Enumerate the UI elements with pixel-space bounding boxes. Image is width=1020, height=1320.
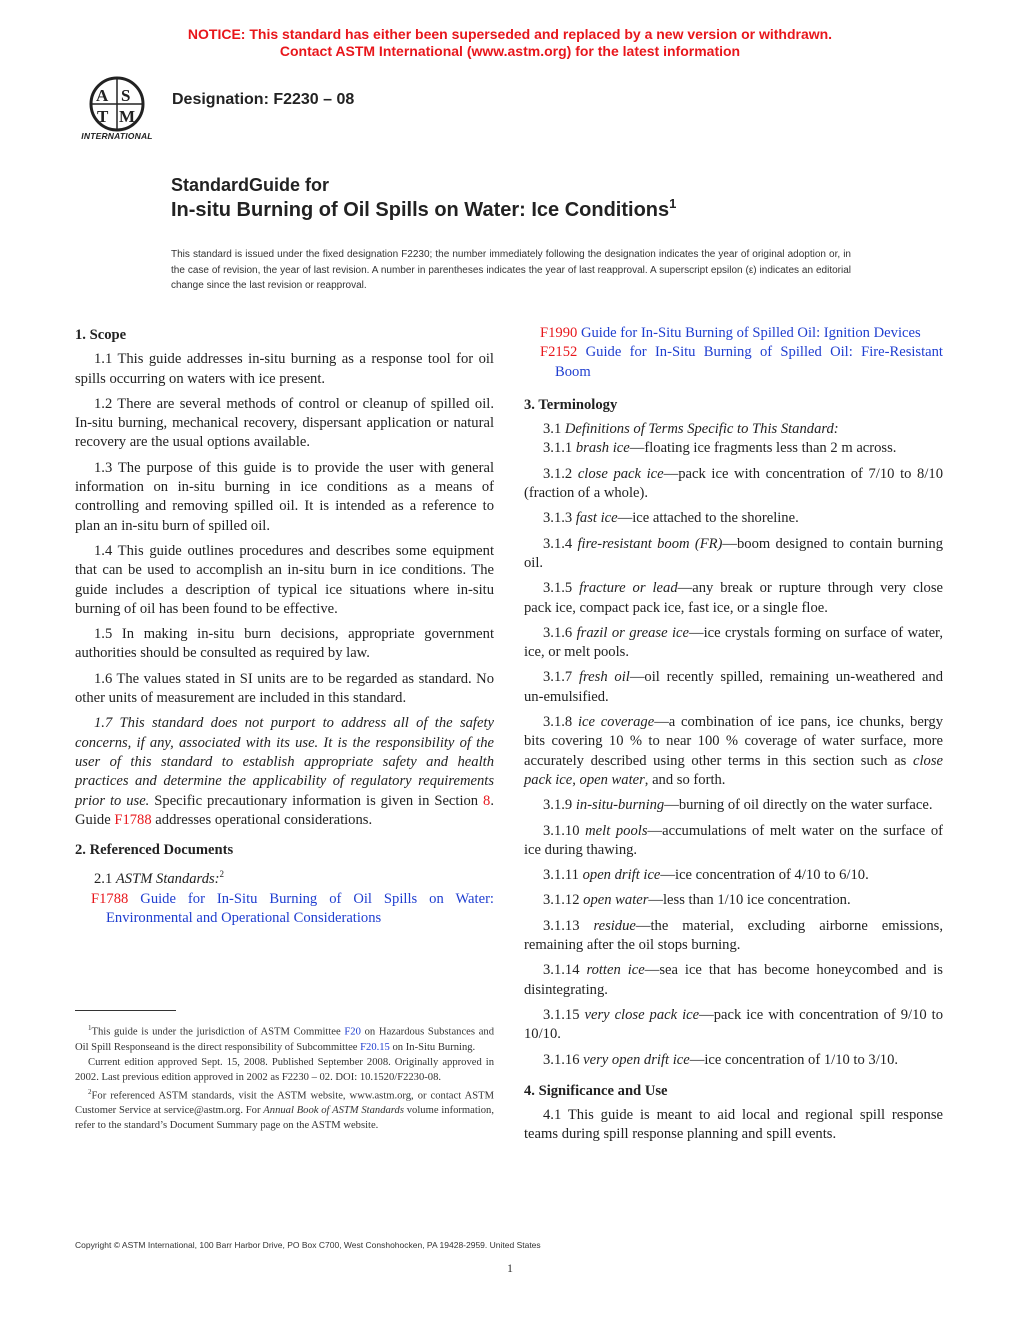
term-number: 3.1.15: [543, 1006, 585, 1023]
term-number: 3.1.11: [543, 867, 583, 884]
para-4-1: 4.1 This guide is meant to aid local and regional spill response teams during spill response planning and spill events.: [524, 1107, 943, 1143]
page-number: 1: [507, 1261, 513, 1275]
term-3-1-8-num: 3.1.8: [543, 714, 578, 731]
term-item: [524, 891, 943, 910]
term-name: open water: [583, 892, 649, 909]
ref-f1788-code[interactable]: F1788: [91, 890, 129, 907]
para-1-6: 1.6 The values stated in SI units are to be regarded as standard. No other units of measurement are included in this standard.: [75, 670, 494, 707]
footnote-1-mark: 1: [88, 1024, 92, 1032]
term-3-1-8-term: ice coverage: [577, 714, 655, 731]
para-1-7-text-3: addresses operational considerations.: [151, 811, 373, 828]
term-item: [524, 465, 943, 504]
footnote-1-text: This guide is under the jurisdiction of ASTM Committee: [91, 1026, 345, 1038]
term-item: [524, 509, 943, 528]
term-number: 3.1.14: [543, 962, 587, 979]
f20-15-link[interactable]: F20.15: [360, 1041, 390, 1053]
para-3-1: [524, 420, 943, 439]
section-heading-terminology: 3. Terminology: [524, 396, 618, 413]
title-line-1: StandardGuide for: [171, 175, 330, 195]
para-1-7-text: Specific precautionary information is given in Section: [149, 792, 484, 809]
svg-text:S: S: [121, 86, 131, 105]
term-number: 3.1.12: [543, 892, 584, 909]
para-2-1-sup: 2: [219, 869, 225, 880]
term-item: [524, 1006, 943, 1045]
term-definition: —pack ice with concentration of 9/10 to 10/10.: [524, 1006, 944, 1043]
footnote-2: [75, 1085, 494, 1134]
term-item: [524, 439, 943, 458]
para-3-1-num: 3.1: [543, 421, 565, 438]
superseded-notice: [0, 26, 1020, 60]
term-definition: —ice concentration of 4/10 to 6/10.: [660, 867, 869, 884]
para-2-1-num: 2.1: [94, 871, 116, 888]
title-text: In-situ Burning of Oil Spills on Water: Ice Conditions: [171, 199, 670, 221]
ref-f1990-title[interactable]: Guide for In-Situ Burning of Spilled Oil: Ignition Devices: [577, 325, 921, 341]
svg-text:T: T: [97, 107, 109, 126]
term-number: 3.1.3: [543, 510, 576, 527]
term-item: [524, 668, 943, 707]
ref-f1788: [75, 890, 494, 929]
term-definition: —ice concentration of 1/10 to 3/10.: [689, 1051, 899, 1068]
term-definition: —burning of oil directly on the water surface.: [664, 797, 933, 814]
para-1-7: [75, 714, 494, 830]
astm-logo-icon: [72, 72, 162, 132]
ref-f2152: [524, 343, 943, 382]
para-1-3: 1.3 The purpose of this guide is to provide the user with general information on in-situ burning in ice conditions as a means of controlling and removing spilled oil. It is intended as a reference to plan an in-situ burn of spilled oil.: [75, 459, 494, 534]
term-item: [524, 624, 943, 663]
term-name: very open drift ice: [583, 1051, 690, 1068]
footnote-1-text-3: on In-Situ Burning.: [389, 1041, 476, 1053]
left-column: [75, 320, 494, 928]
svg-text:A: A: [96, 86, 109, 105]
footnote-1-text-2: on Hazardous Substances and Oil Spill Responseand is the direct responsibility of Subcommittee: [75, 1026, 495, 1053]
term-number: 3.1.6: [543, 624, 577, 641]
section-8-link[interactable]: 8: [483, 792, 491, 809]
term-name: brash ice: [575, 440, 630, 457]
term-number: 3.1.1: [543, 440, 576, 457]
designation: Designation: F2230 – 08: [172, 91, 355, 108]
term-name: fast ice: [575, 510, 618, 527]
term-item: [524, 579, 943, 618]
term-3-1-8-def-2: ,: [572, 771, 580, 788]
issued-note: This standard is issued under the fixed designation F2230; the number immediately following the designation indicates the year of original adoption or, in the case of revision, the year of last revision. A number in parentheses indicates the year of last reapproval. A superscript epsilon (ε) indicates an editorial change since the last revision or reapproval.: [171, 249, 851, 291]
copyright: Copyright © ASTM International, 100 Barr Harbor Drive, PO Box C700, West Conshohocken, PA 19428-2959. United States: [75, 1240, 541, 1250]
para-2-1: [75, 865, 494, 889]
para-2-1-italic: ASTM Standards:: [115, 871, 220, 888]
title-line-2: [171, 196, 677, 222]
term-definition: —less than 1/10 ice concentration.: [648, 892, 851, 909]
section-heading-significance: 4. Significance and Use: [524, 1082, 668, 1099]
footnote-1-approval: Current edition approved Sept. 15, 2008. Published September 2008. Originally approved in 2002. Last previous edition approved in 2002 as F2230 – 02. DOI: 10.1520/F2230-08.: [75, 1056, 494, 1083]
term-number: 3.1.4: [543, 535, 578, 552]
footnote-rule: [75, 1010, 176, 1011]
term-item: [524, 796, 943, 815]
term-item: [524, 822, 943, 861]
terms-list-2: [524, 796, 943, 1070]
term-name: fresh oil: [578, 669, 630, 686]
para-1-4: 1.4 This guide outlines procedures and describes some equipment that can be used to accomplish an in-situ burn in ice conditions. The guide includes a description of typical ice situations where in-situ burning of oil has been found to be effective.: [75, 542, 494, 617]
term-definition: —boom designed to contain burning oil.: [524, 535, 943, 571]
term-item: [524, 961, 943, 1000]
para-1-7-safety-italic: 1.7 This standard does not purport to address all of the safety concerns, if any, associated with its use. It is the responsibility of the user of this standard to establish appropriate safety and health practices and determine the applicability of regulatory requirements prior to use.: [75, 715, 494, 809]
term-3-1-8: [524, 713, 943, 790]
term-item: [524, 866, 943, 885]
term-name: residue: [593, 917, 636, 934]
term-name: frazil or grease ice: [576, 624, 689, 641]
term-definition: —accumulations of melt water on the surface of ice during thawing.: [524, 822, 944, 858]
term-name: fire-resistant boom (FR): [577, 535, 723, 552]
footnotes: [75, 1021, 494, 1133]
term-3-1-8-def: —a combination of ice pans, ice chunks, bergy bits covering 10 % to near 100 % coverage of water surface, more accurately described using other terms in this section such as: [524, 714, 943, 769]
term-name: open drift ice: [582, 867, 661, 884]
footnote-1: [75, 1021, 494, 1055]
right-column: [524, 324, 943, 1151]
footnote-2-text: For referenced ASTM standards, visit the ASTM website, www.astm.org, or contact ASTM Customer Service at service@astm.org. For: [75, 1090, 494, 1117]
notice-line-1: NOTICE: This standard has either been superseded and replaced by a new version or withdrawn.: [187, 26, 833, 42]
section-heading-scope: 1. Scope: [75, 327, 127, 343]
ref-f1990: [524, 324, 943, 343]
footnote-2-italic: Annual Book of ASTM Standards: [263, 1105, 404, 1117]
terms-list-1: [524, 439, 943, 707]
term-definition: —floating ice fragments less than 2 m across.: [629, 440, 897, 457]
term-number: 3.1.5: [543, 580, 580, 597]
term-item: [524, 535, 943, 574]
ref-f2152-title[interactable]: Guide for In-Situ Burning of Spilled Oil: Fire-Resistant Boom: [555, 344, 943, 380]
notice-line-2: Contact ASTM International (www.astm.org) for the latest information: [279, 43, 741, 59]
term-item: [524, 1051, 943, 1070]
term-definition: —pack ice with concentration of 7/10 to 8/10 (fraction of a whole).: [524, 465, 943, 502]
term-definition: —ice crystals forming on surface of water, ice, or melt pools.: [524, 624, 943, 661]
term-name: fracture or lead: [579, 580, 678, 597]
term-number: 3.1.16: [543, 1051, 584, 1068]
logo-wordmark: INTERNATIONAL: [81, 131, 153, 141]
para-1-7-text-2: . Guide: [75, 792, 494, 828]
ref-f1990-code[interactable]: F1990: [540, 325, 578, 341]
term-definition: —any break or rupture through very close pack ice, compact pack ice, fast ice, or a single floe.: [524, 580, 943, 616]
para-1-5: 1.5 In making in-situ burn decisions, appropriate government authorities should be consulted as required by law.: [75, 626, 494, 662]
term-3-1-8-italic-1: close pack ice: [524, 752, 943, 788]
ref-f1788-title[interactable]: Guide for In-Situ Burning of Oil Spills on Water: Environmental and Operational Considerations: [106, 890, 494, 926]
term-3-1-8-def-3: , and so forth.: [644, 771, 726, 788]
para-3-1-italic: Definitions of Terms Specific to This Standard:: [564, 421, 839, 438]
ref-f2152-code[interactable]: F2152: [540, 344, 578, 361]
term-definition: —oil recently spilled, remaining un-weathered and un-emulsified.: [524, 669, 943, 705]
term-name: very close pack ice: [584, 1006, 700, 1023]
term-number: 3.1.10: [543, 822, 586, 839]
para-1-1: 1.1 This guide addresses in-situ burning as a response tool for oil spills occurring on waters with ice present.: [75, 351, 494, 387]
astm-logo: [72, 72, 162, 144]
section-heading-referenced-documents: 2. Referenced Documents: [75, 842, 234, 859]
svg-text:M: M: [119, 107, 136, 126]
term-name: rotten ice: [586, 962, 645, 979]
term-number: 3.1.13: [543, 917, 594, 934]
footnote-2-mark: 2: [88, 1087, 92, 1096]
f20-link[interactable]: F20: [344, 1026, 361, 1038]
term-definition: —sea ice that has become honeycombed and is disintegrating.: [524, 962, 943, 998]
term-3-1-8-italic-2: open water: [579, 771, 645, 788]
term-number: 3.1.9: [543, 797, 576, 814]
term-definition: —ice attached to the shoreline.: [617, 510, 799, 527]
term-definition: —the material, excluding airborne emissions, remaining after the oil stops burning.: [524, 917, 943, 954]
term-name: close pack ice: [577, 465, 664, 482]
term-name: melt pools: [585, 822, 648, 839]
term-name: in-situ-burning: [575, 797, 665, 814]
term-item: [524, 917, 943, 956]
title-footnote-mark: 1: [669, 196, 677, 211]
term-number: 3.1.2: [543, 465, 578, 482]
footnote-2-text-2: volume information, refer to the standard’s Document Summary page on the ASTM website.: [75, 1105, 494, 1132]
f1788-link[interactable]: F1788: [114, 811, 152, 828]
term-number: 3.1.7: [543, 669, 579, 686]
para-1-2: 1.2 There are several methods of control or cleanup of spilled oil. In-situ burning, mechanical recovery, dispersant application or natural recovery are the usual options available.: [75, 395, 494, 451]
